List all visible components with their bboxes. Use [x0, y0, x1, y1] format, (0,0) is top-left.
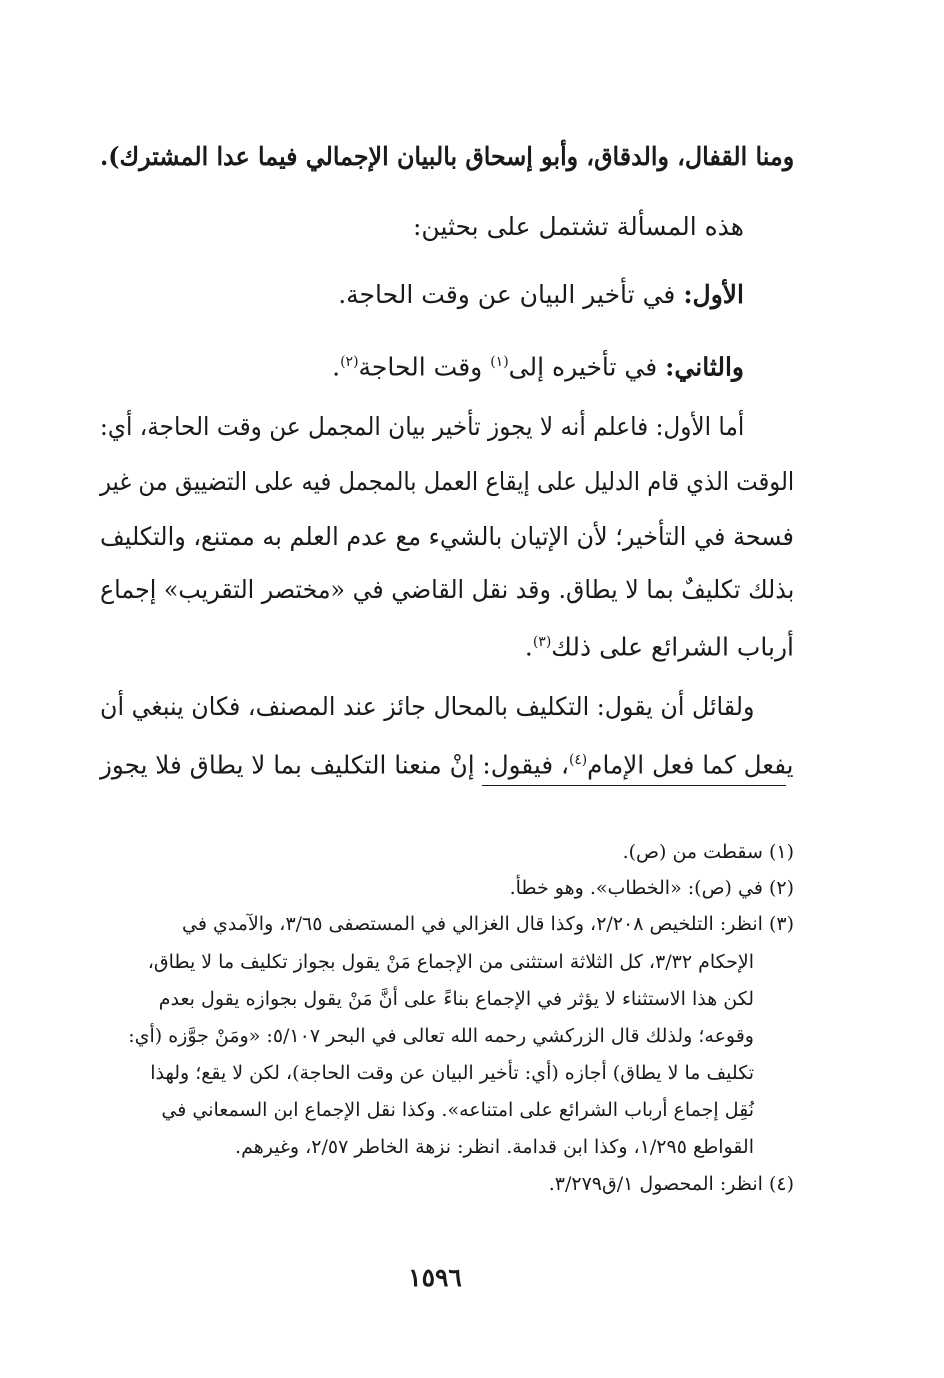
para1-line3-text: فسحة في التأخير؛ لأن الإتيان بالشيء مع عدم العلم به ممتنع، والتكليف	[100, 522, 794, 551]
footnote-3-line5	[150, 1059, 754, 1087]
second-topic-text-b: وقت الحاجة	[358, 352, 483, 382]
footnote-3-line1-text: (٣) انظر: التلخيص ٢/٢٠٨، وكذا قال الغزالي في المستصفى ٣/٦٥، والآمدي في	[181, 913, 794, 935]
second-topic-end: .	[332, 352, 341, 382]
footnote-ref-1: (١)	[490, 354, 509, 370]
footnote-3-line3	[159, 985, 754, 1013]
footnote-3-line7-text: القواطع ١/٢٩٥، وكذا ابن قدامة. انظر: نزهة الخاطر ٢/٥٧، وغيرهم.	[235, 1136, 754, 1158]
footnotes	[100, 0, 794, 1378]
footnote-2	[510, 874, 794, 902]
footnote-3-line4	[128, 1022, 754, 1050]
first-topic-text: في تأخير البيان عن وقت الحاجة.	[338, 280, 676, 309]
second-topic-text: في تأخيره إلى	[508, 352, 658, 382]
first-topic-label: الأول:	[683, 280, 744, 309]
para2-line2a-text: يفعل كما فعل الإمام	[587, 750, 794, 780]
footnote-1	[623, 838, 794, 866]
footnote-3-line5-text: تكليف ما لا يطاق) أجازه (أي: تأخير البيان عن وقت الحاجة)، لكن لا يقع؛ ولهذا	[150, 1062, 754, 1084]
footnote-2-text: (٢) في (ص): «الخطاب». وهو خطأ.	[509, 877, 794, 899]
para1-line1-text: أما الأول: فاعلم أنه لا يجوز تأخير بيان المجمل عن وقت الحاجة، أي:	[99, 412, 744, 441]
footnote-3-line1	[182, 910, 794, 938]
footnote-3-line4-text: وقوعه؛ ولذلك قال الزركشي رحمه الله تعالى في البحر ٥/١٠٧: «ومَنْ جوَّزه (أي:	[128, 1025, 754, 1047]
para2-line2b-text: ، فيقول: إنْ منعنا التكليف بما لا يطاق فلا يجوز	[100, 750, 570, 780]
heading-text: ومنا القفال، والدقاق، وأبو إسحاق بالبيان الإجمالي فيما عدا المشترك).	[99, 142, 794, 171]
footnote-ref-4: (٤)	[569, 752, 588, 768]
footnote-3-line7	[235, 1133, 754, 1161]
footnote-1-text: (١) سقطت من (ص).	[622, 841, 794, 863]
para1-line5-end: .	[524, 632, 533, 662]
intro-text: هذه المسألة تشتمل على بحثين:	[412, 212, 744, 241]
para2-line1-text: ولقائل أن يقول: التكليف بالمحال جائز عند المصنف، فكان ينبغي أن	[99, 692, 754, 721]
para1-line2-text: الوقت الذي قام الدليل على إيقاع العمل بالمجمل فيه على التضييق من غير	[99, 467, 794, 496]
page-number: ١٥٩٦	[408, 1263, 462, 1292]
footnote-4	[549, 1170, 794, 1198]
footnote-3-line6	[161, 1096, 754, 1124]
footnote-3-line6-text: نُقِل إجماع أرباب الشرائع على امتناعه». وكذا نقل الإجماع ابن السمعاني في	[161, 1099, 754, 1121]
para1-line4-text: بذلك تكليفٌ بما لا يطاق. وقد نقل القاضي في «مختصر التقريب» إجماع	[99, 575, 794, 604]
footnote-4-text: (٤) انظر: المحصول ١/ق٣/٢٧٩.	[548, 1173, 794, 1195]
footnote-ref-2: (٢)	[340, 354, 359, 370]
footnote-ref-3: (٣)	[532, 634, 552, 650]
footnote-3-line3-text: لكن هذا الاستثناء لا يؤثر في الإجماع بناءً على أنَّ مَنْ يقول بجوازه يقول بعدم	[158, 988, 754, 1010]
para1-line5-text: أرباب الشرائع على ذلك	[551, 632, 794, 662]
second-topic-label: والثاني:	[665, 352, 744, 382]
footnote-3-line2-text: الإحكام ٣/٣٢، كل الثلاثة استثنى من الإجماع مَنْ يقول بجواز تكليف ما لا يطاق،	[147, 951, 754, 973]
footnote-3-line2	[148, 948, 754, 976]
